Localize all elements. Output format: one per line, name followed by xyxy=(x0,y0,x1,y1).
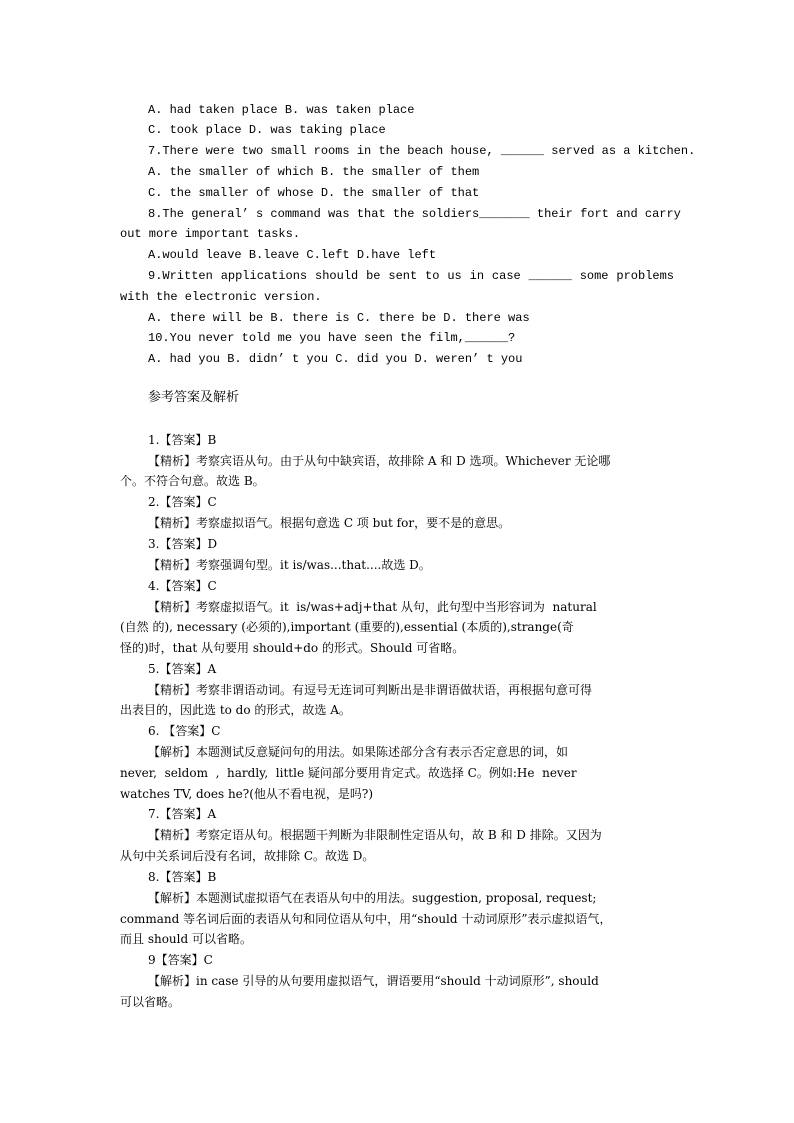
answer-3-explanation: 【精析】考察强调句型。it is/was...that....故选 D。 xyxy=(148,558,431,572)
answer-6-explanation-2: never, seldom , hardly, little 疑问部分要用肯定式。故选择 C。例如:He never xyxy=(120,766,577,780)
answer-8: 8.【答案】B xyxy=(148,870,217,884)
answer-8-explanation-2: command 等名词后面的表语从句和同位语从句中，用“should 十动词原形”表示虚拟语气， xyxy=(120,912,612,926)
q7-options-line1: A. the smaller of which B. the smaller of them xyxy=(148,165,480,179)
answer-5: 5.【答案】A xyxy=(148,662,217,676)
answer-4-explanation-3: 怪的)时，that 从句要用 should+do 的形式。Should 可省略。 xyxy=(120,641,465,655)
answer-8-explanation-3: 而且 should 可以省略。 xyxy=(120,932,252,946)
answer-7-explanation-2: 从句中关系词后没有名词，故排除 C。故选 D。 xyxy=(120,849,375,863)
answer-1-explanation: 【精析】考察宾语从句。由于从句中缺宾语，故排除 A 和 D 选项。Whichever 无论哪 xyxy=(148,454,611,468)
answer-1: 1.【答案】B xyxy=(148,433,217,447)
q7-options-line2: C. the smaller of whose D. the smaller of that xyxy=(148,186,480,200)
q8-options: A.would leave B.leave C.left D.have left xyxy=(148,248,437,262)
answer-2: 2.【答案】C xyxy=(148,495,217,509)
answer-5-explanation-2: 出表目的，因此选 to do 的形式，故选 A。 xyxy=(120,703,351,717)
q6-options-line2: C. took place D. was taking place xyxy=(148,123,386,137)
answer-2-explanation: 【精析】考察虚拟语气。根据句意选 C 项 but for，要不是的意思。 xyxy=(148,516,511,530)
q9-stem-line1: 9.Written applications should be sent to us in case ______ some problems xyxy=(148,269,674,283)
answer-3: 3.【答案】D xyxy=(148,537,218,551)
q8-stem-line2: out more important tasks. xyxy=(120,227,301,241)
q8-stem-line1: 8.The general’ s command was that the soldiers_______ their fort and carry xyxy=(148,207,681,221)
answer-9-explanation-1: 【解析】in case 引导的从句要用虚拟语气，谓语要用“should 十动词原形”, should xyxy=(148,974,599,988)
answers-heading: 参考答案及解析 xyxy=(148,390,240,405)
answer-6-explanation-1: 【解析】本题测试反意疑问句的用法。如果陈述部分含有表示否定意思的词，如 xyxy=(148,745,569,759)
answer-4: 4.【答案】C xyxy=(148,579,217,593)
q6-options-line1: A. had taken place B. was taken place xyxy=(148,103,415,117)
answer-7: 7.【答案】A xyxy=(148,807,217,821)
q10-stem: 10.You never told me you have seen the film,______? xyxy=(148,331,516,345)
q9-stem-line2: with the electronic version. xyxy=(120,290,322,304)
answer-7-explanation-1: 【精析】考察定语从句。根据题干判断为非限制性定语从句，故 B 和 D 排除。又因为 xyxy=(148,828,602,842)
answer-8-explanation-1: 【解析】本题测试虚拟语气在表语从句中的用法。suggestion, proposal, request; xyxy=(148,891,597,905)
q10-options: A. had you B. didn’ t you C. did you D. weren’ t you xyxy=(148,352,523,366)
answer-9-explanation-2: 可以省略。 xyxy=(120,995,181,1009)
answer-1-explanation-2: 个。不符合句意。故选 B。 xyxy=(120,474,265,488)
answer-4-explanation-2: (自然 的), necessary (必须的),important (重要的),essential (本质的),strange(奇 xyxy=(120,620,574,634)
q9-options: A. there will be B. there is C. there be D. there was xyxy=(148,311,530,325)
q7-stem: 7.There were two small rooms in the beach house, ______ served as a kitchen. xyxy=(148,144,696,158)
answer-6-explanation-3: watches TV, does he?(他从不看电视，是吗?) xyxy=(120,787,374,801)
answer-4-explanation-1: 【精析】考察虚拟语气。it is/was+adj+that 从句，此句型中当形容词为 natural xyxy=(148,600,597,614)
answer-5-explanation-1: 【精析】考察非谓语动词。有逗号无连词可判断出是非谓语做状语，再根据句意可得 xyxy=(148,683,593,697)
answer-6: 6. 【答案】C xyxy=(148,724,221,738)
answer-9: 9【答案】C xyxy=(148,953,213,967)
